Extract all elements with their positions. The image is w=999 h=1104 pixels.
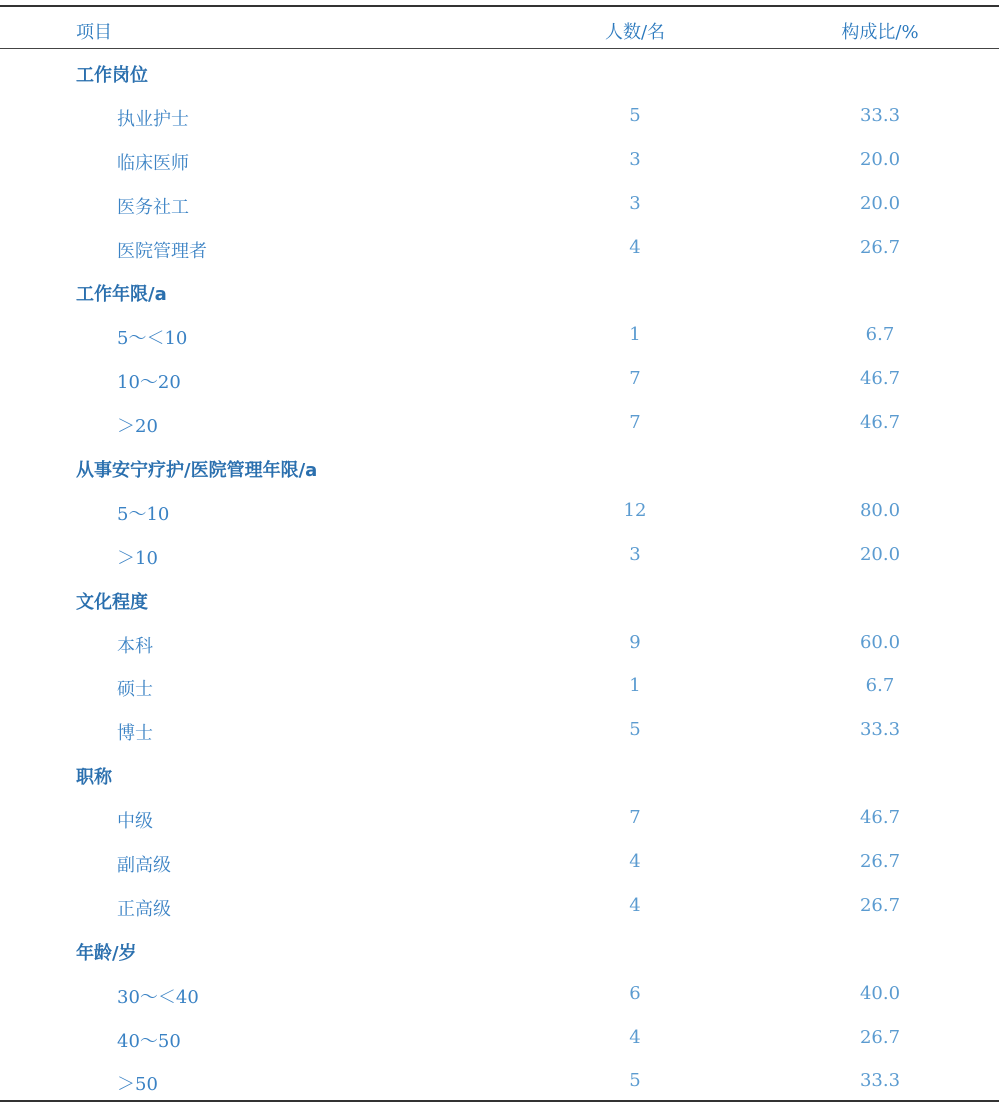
row-count: 3: [629, 543, 641, 565]
table-top-rule: [0, 5, 999, 7]
row-ratio: 26.7: [859, 1026, 901, 1048]
table-row: [0, 971, 999, 1015]
table-row: [0, 663, 999, 707]
row-count: 9: [629, 631, 641, 653]
table-row: [0, 137, 999, 181]
row-ratio: 33.3: [859, 104, 901, 126]
row-ratio: 40.0: [859, 982, 901, 1004]
row-ratio: 33.3: [859, 719, 901, 741]
table-row: [0, 225, 999, 269]
section-label: 年龄/岁: [76, 942, 137, 964]
table-bottom-rule: [0, 1100, 999, 1102]
row-count: 5: [629, 104, 641, 126]
table-body: [0, 49, 999, 1102]
row-count: 3: [629, 192, 641, 214]
row-label: 5～＜10: [117, 328, 188, 350]
table-row: [0, 400, 999, 444]
table-row: [0, 883, 999, 927]
row-ratio: 80.0: [859, 499, 901, 521]
row-ratio: 6.7: [865, 324, 895, 346]
row-ratio: 33.3: [859, 1070, 901, 1092]
row-label: 5～10: [117, 503, 170, 525]
section-label: 工作年限/a: [76, 284, 167, 306]
row-count: 4: [629, 894, 641, 916]
row-count: 5: [629, 1070, 641, 1092]
row-count: 4: [629, 851, 641, 873]
section-row: [0, 49, 999, 93]
row-count: 6: [629, 982, 641, 1004]
section-row: [0, 576, 999, 620]
row-label: ＞50: [117, 1074, 158, 1096]
row-ratio: 46.7: [859, 412, 901, 434]
section-row: [0, 927, 999, 971]
row-label: 正高级: [117, 898, 171, 920]
row-label: 40～50: [117, 1030, 181, 1052]
row-ratio: 26.7: [859, 894, 901, 916]
header-ratio: 构成比/%: [841, 22, 919, 43]
table-row: [0, 1015, 999, 1059]
table-row: [0, 312, 999, 356]
row-ratio: 46.7: [859, 807, 901, 829]
row-label: 医院管理者: [117, 240, 207, 262]
section-row: [0, 268, 999, 312]
row-count: 7: [629, 368, 641, 390]
row-label: 30～＜40: [117, 986, 199, 1008]
section-row: [0, 444, 999, 488]
row-label: 医务社工: [117, 196, 189, 218]
section-label: 工作岗位: [76, 65, 148, 86]
row-label: ＞10: [117, 547, 158, 569]
row-count: 7: [629, 807, 641, 829]
row-ratio: 20.0: [859, 192, 901, 214]
table-row: [0, 795, 999, 839]
row-label: 博士: [117, 723, 153, 745]
header-count: 人数/名: [604, 22, 666, 43]
row-count: 1: [629, 324, 641, 346]
row-label: 10～20: [117, 372, 181, 394]
section-label: 职称: [76, 767, 112, 789]
row-count: 5: [629, 719, 641, 741]
row-ratio: 60.0: [859, 631, 901, 653]
section-label: 文化程度: [76, 591, 148, 613]
table-row: [0, 181, 999, 225]
row-count: 4: [629, 236, 641, 258]
row-label: 副高级: [117, 855, 171, 877]
table-header: [0, 8, 999, 48]
row-label: 硕士: [117, 679, 153, 701]
row-count: 1: [629, 675, 641, 697]
row-label: 本科: [117, 635, 153, 657]
table-row: [0, 620, 999, 664]
table-row: [0, 532, 999, 576]
row-count: 3: [629, 148, 641, 170]
row-label: 执业护士: [117, 108, 189, 130]
row-ratio: 20.0: [859, 148, 901, 170]
table-row: [0, 488, 999, 532]
row-ratio: 26.7: [859, 236, 901, 258]
row-ratio: 46.7: [859, 368, 901, 390]
row-ratio: 6.7: [865, 675, 895, 697]
row-label: 临床医师: [117, 152, 189, 174]
row-label: ＞20: [117, 416, 158, 438]
table-row: [0, 839, 999, 883]
table-row: [0, 93, 999, 137]
row-label: 中级: [117, 811, 153, 833]
header-item: 项目: [76, 22, 112, 43]
row-count: 4: [629, 1026, 641, 1048]
section-label: 从事安宁疗护/医院管理年限/a: [76, 460, 318, 482]
row-ratio: 26.7: [859, 851, 901, 873]
row-count: 12: [623, 499, 647, 521]
table-row: [0, 1058, 999, 1102]
section-row: [0, 751, 999, 795]
table-row: [0, 707, 999, 751]
row-ratio: 20.0: [859, 543, 901, 565]
row-count: 7: [629, 412, 641, 434]
table-row: [0, 356, 999, 400]
